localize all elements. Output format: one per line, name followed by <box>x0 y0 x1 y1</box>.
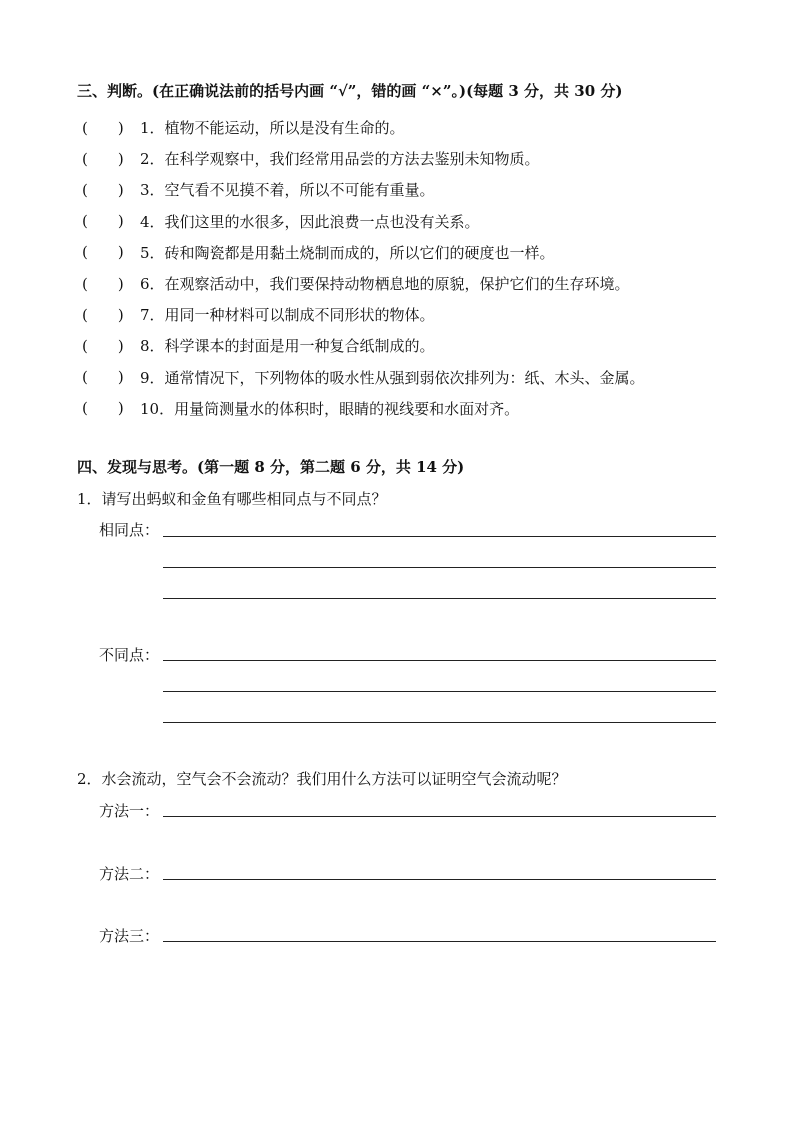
answer-line[interactable] <box>163 691 716 692</box>
judgement-text: 7．用同一种材料可以制成不同形状的物体。 <box>140 306 435 325</box>
judgement-item <box>82 299 762 330</box>
method-2-label: 方法二： <box>99 865 160 883</box>
judgement-text: 2．在科学观察中，我们经常用品尝的方法去鉴别未知物质。 <box>140 150 540 169</box>
judgement-item <box>82 330 762 361</box>
judgement-text: 3．空气看不见摸不着，所以不可能有重量。 <box>140 181 435 200</box>
answer-bracket[interactable]: ( ) <box>82 180 124 199</box>
judgement-item <box>82 143 762 174</box>
section-4-title: 四、发现与思考。(第一题 8 分，第二题 6 分，共 14 分) <box>77 458 465 476</box>
judgement-text: 9．通常情况下，下列物体的吸水性从强到弱依次排列为：纸、木头、金属。 <box>140 368 645 387</box>
answer-line[interactable] <box>163 722 716 723</box>
section-3-title: 三、判断。(在正确说法前的括号内画 “√”，错的画 “×”。)(每题 3 分，共 30 分) <box>77 82 623 100</box>
judgement-text: 6．在观察活动中，我们要保持动物栖息地的原貌，保护它们的生存环境。 <box>140 275 630 294</box>
judgement-text: 1．植物不能运动，所以是没有生命的。 <box>140 119 405 138</box>
answer-bracket[interactable]: ( ) <box>82 118 124 137</box>
answer-bracket[interactable]: ( ) <box>82 243 124 262</box>
judgement-item <box>82 206 762 237</box>
judgement-list <box>82 112 762 424</box>
judgement-text: 5．砖和陶瓷都是用黏土烧制而成的，所以它们的硬度也一样。 <box>140 243 555 262</box>
question-2: 2．水会流动，空气会不会流动？我们用什么方法可以证明空气会流动呢？ <box>77 770 567 788</box>
judgement-item <box>82 237 762 268</box>
answer-bracket[interactable]: ( ) <box>82 274 124 293</box>
answer-bracket[interactable]: ( ) <box>82 212 124 231</box>
judgement-item <box>82 174 762 205</box>
answer-line[interactable] <box>163 660 716 661</box>
answer-bracket[interactable]: ( ) <box>82 399 124 418</box>
answer-line[interactable] <box>163 816 716 817</box>
judgement-item <box>82 362 762 393</box>
judgement-text: 4．我们这里的水很多，因此浪费一点也没有关系。 <box>140 212 480 231</box>
answer-line[interactable] <box>163 567 716 568</box>
same-points-label: 相同点： <box>99 521 160 539</box>
method-3-label: 方法三： <box>99 927 160 945</box>
answer-bracket[interactable]: ( ) <box>82 149 124 168</box>
different-points-label: 不同点： <box>99 646 160 664</box>
answer-line[interactable] <box>163 598 716 599</box>
question-1: 1．请写出蚂蚁和金鱼有哪些相同点与不同点？ <box>77 490 387 508</box>
judgement-text: 8．科学课本的封面是用一种复合纸制成的。 <box>140 337 435 356</box>
method-1-label: 方法一： <box>99 802 160 820</box>
answer-bracket[interactable]: ( ) <box>82 336 124 355</box>
judgement-item <box>82 112 762 143</box>
judgement-item <box>82 393 762 424</box>
answer-line[interactable] <box>163 879 716 880</box>
judgement-text: 10．用量筒测量水的体积时，眼睛的视线要和水面对齐。 <box>140 399 520 418</box>
answer-bracket[interactable]: ( ) <box>82 305 124 324</box>
answer-bracket[interactable]: ( ) <box>82 368 124 387</box>
judgement-item <box>82 268 762 299</box>
answer-line[interactable] <box>163 941 716 942</box>
answer-line[interactable] <box>163 536 716 537</box>
